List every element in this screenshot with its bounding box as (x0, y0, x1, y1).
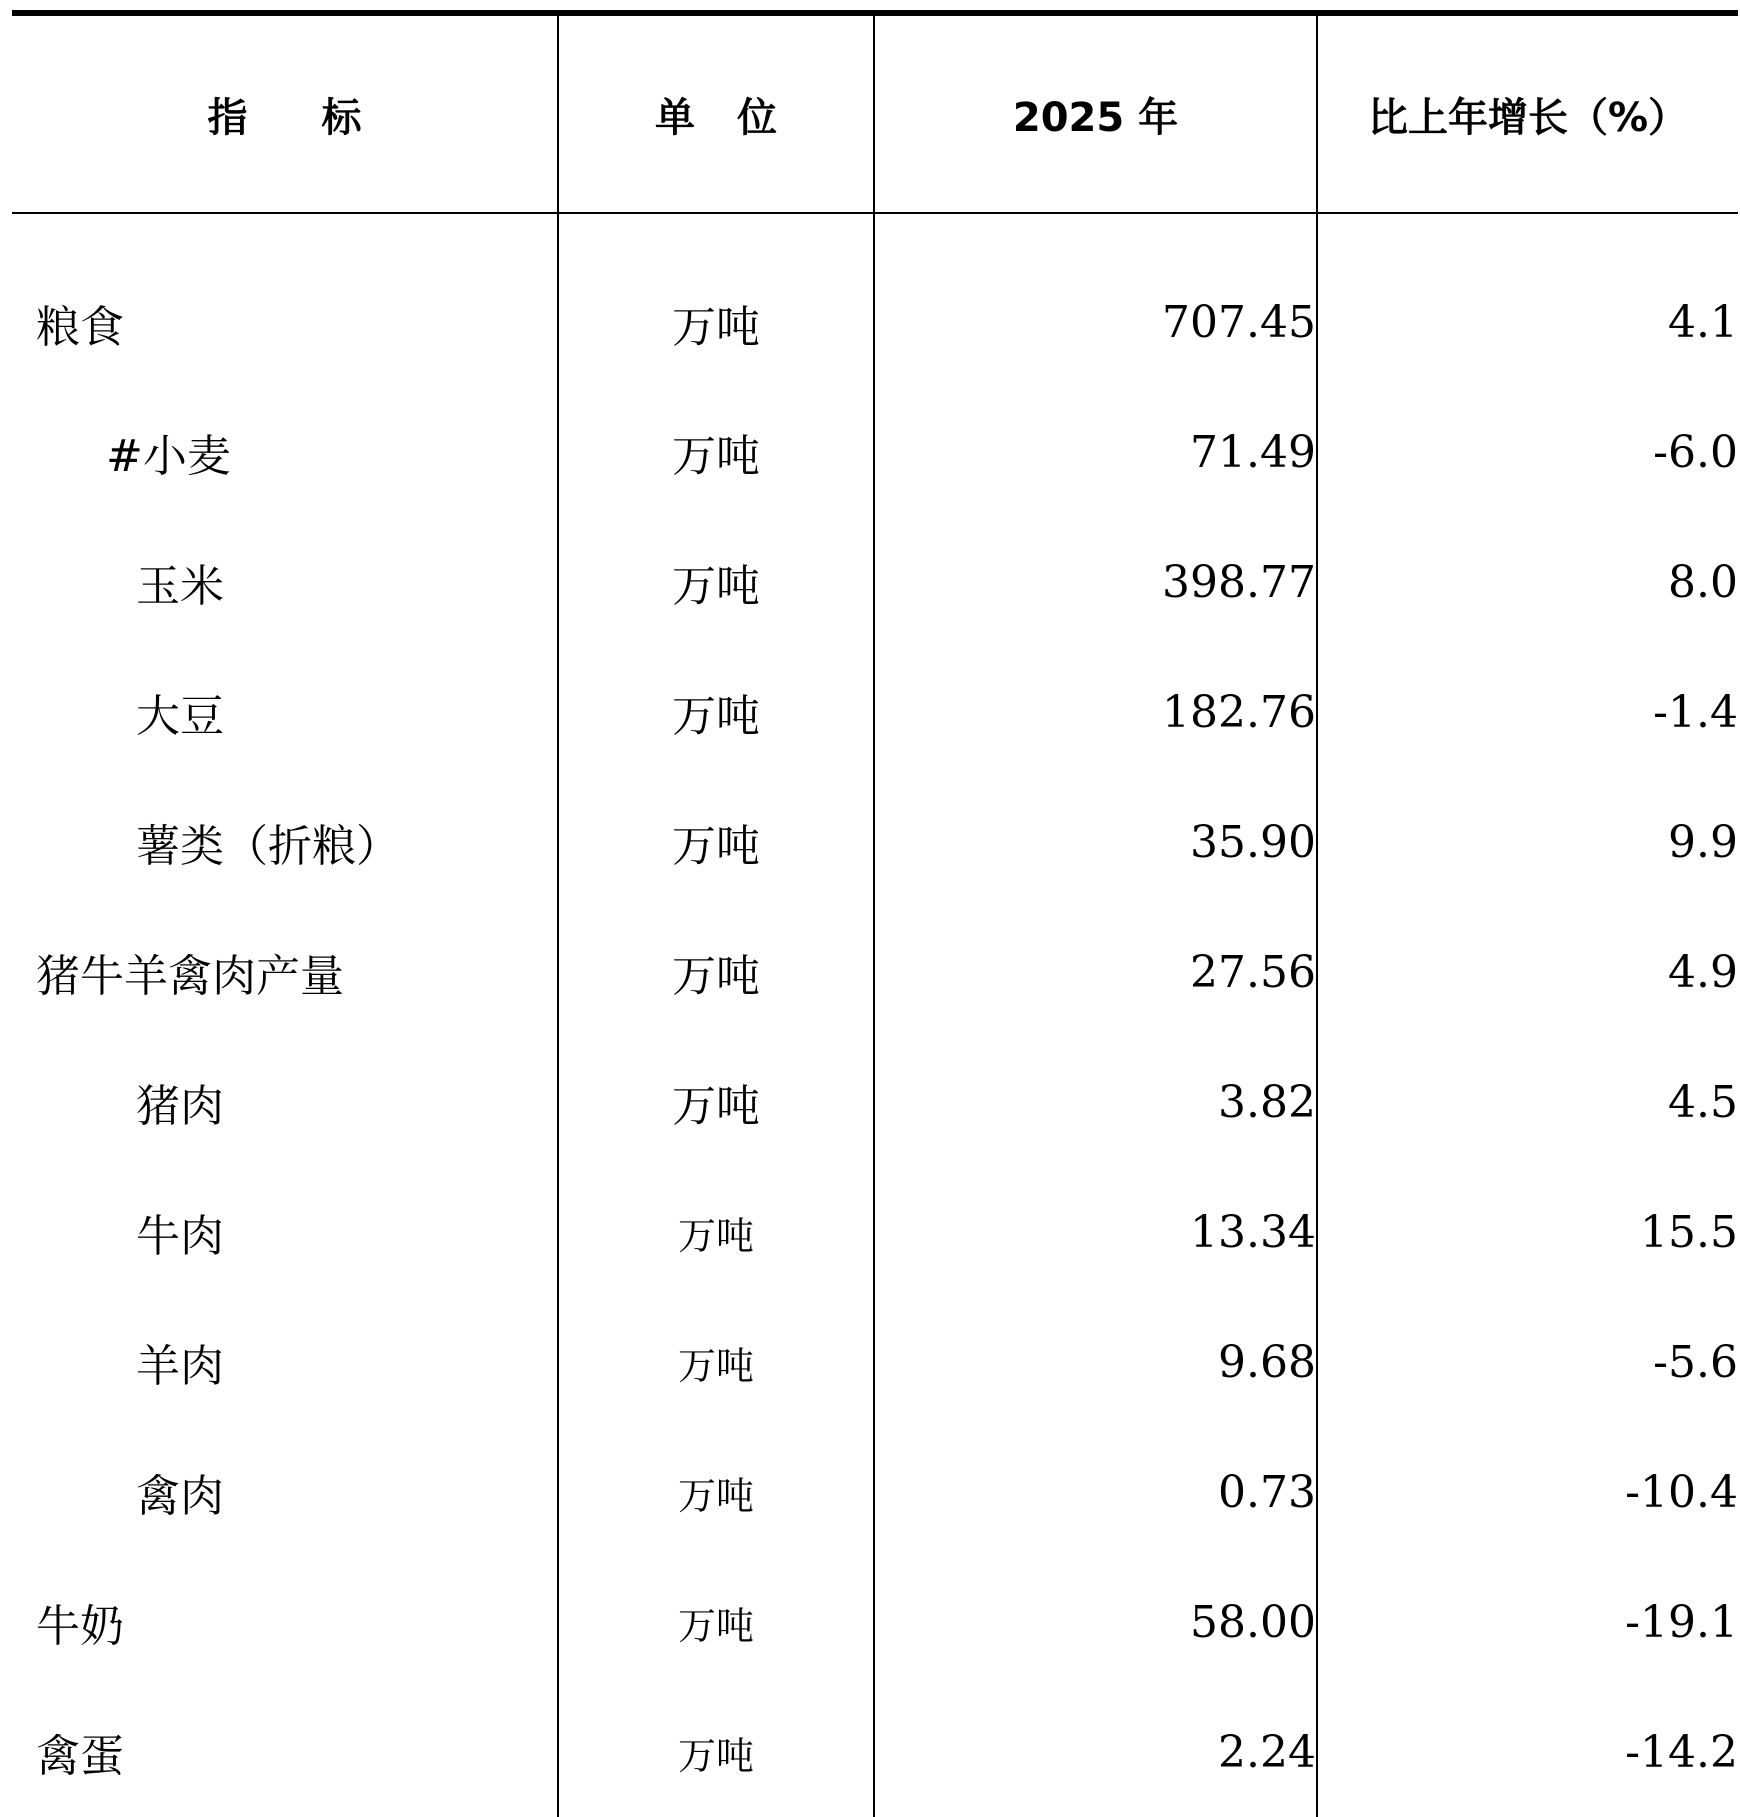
row-name: 玉米 (136, 561, 224, 612)
row-unit: 万吨 (558, 1687, 874, 1817)
table-row (12, 1427, 1738, 1557)
statistics-table-container (12, 10, 1738, 1780)
row-growth: 15.5 (1317, 1167, 1738, 1297)
row-growth: 4.1 (1317, 213, 1738, 387)
row-growth: 9.9 (1317, 777, 1738, 907)
row-unit: 万吨 (558, 387, 874, 517)
row-unit: 万吨 (558, 777, 874, 907)
row-name: #小麦 (106, 431, 231, 482)
row-name: 禽蛋 (36, 1731, 124, 1782)
table-row (12, 777, 1738, 907)
table-header-row (12, 13, 1738, 213)
row-value: 707.45 (874, 213, 1317, 387)
row-growth: -14.2 (1317, 1687, 1738, 1817)
row-unit: 万吨 (558, 213, 874, 387)
row-name: 大豆 (136, 691, 224, 742)
row-name: 粮食 (36, 301, 124, 353)
row-growth: -19.1 (1317, 1557, 1738, 1687)
row-name: 羊肉 (136, 1341, 224, 1392)
row-value: 398.77 (874, 517, 1317, 647)
row-name: 禽肉 (136, 1471, 224, 1522)
row-value: 27.56 (874, 907, 1317, 1037)
row-growth: -5.6 (1317, 1297, 1738, 1427)
row-growth: 4.5 (1317, 1037, 1738, 1167)
row-name: 猪牛羊禽肉产量 (36, 951, 344, 1002)
row-name: 牛肉 (136, 1211, 224, 1262)
row-unit: 万吨 (558, 517, 874, 647)
row-value: 71.49 (874, 387, 1317, 517)
table-row (12, 1297, 1738, 1427)
row-growth: 8.0 (1317, 517, 1738, 647)
row-value: 3.82 (874, 1037, 1317, 1167)
row-value: 0.73 (874, 1427, 1317, 1557)
row-unit: 万吨 (558, 1557, 874, 1687)
table-row (12, 387, 1738, 517)
row-unit: 万吨 (558, 1427, 874, 1557)
header-indicator: 指 标 (12, 13, 558, 213)
header-unit: 单 位 (558, 13, 874, 213)
row-growth: 4.9 (1317, 907, 1738, 1037)
row-unit: 万吨 (558, 907, 874, 1037)
table-row (12, 1037, 1738, 1167)
table-row (12, 213, 1738, 387)
row-value: 9.68 (874, 1297, 1317, 1427)
table-row (12, 1687, 1738, 1817)
row-name: 薯类（折粮） (136, 821, 400, 872)
header-growth: 比上年增长（%） (1317, 13, 1738, 213)
table-row (12, 907, 1738, 1037)
header-year: 2025 年 (874, 13, 1317, 213)
agricultural-output-table (12, 10, 1738, 1817)
row-unit: 万吨 (558, 1297, 874, 1427)
row-growth: -10.4 (1317, 1427, 1738, 1557)
table-row (12, 1557, 1738, 1687)
row-unit: 万吨 (558, 1167, 874, 1297)
row-name: 牛奶 (36, 1601, 124, 1652)
row-value: 13.34 (874, 1167, 1317, 1297)
row-unit: 万吨 (558, 647, 874, 777)
row-growth: -6.0 (1317, 387, 1738, 517)
table-row (12, 517, 1738, 647)
row-value: 2.24 (874, 1687, 1317, 1817)
table-row (12, 647, 1738, 777)
row-value: 58.00 (874, 1557, 1317, 1687)
row-name: 猪肉 (136, 1081, 224, 1132)
row-unit: 万吨 (558, 1037, 874, 1167)
row-growth: -1.4 (1317, 647, 1738, 777)
row-value: 182.76 (874, 647, 1317, 777)
row-value: 35.90 (874, 777, 1317, 907)
table-row (12, 1167, 1738, 1297)
